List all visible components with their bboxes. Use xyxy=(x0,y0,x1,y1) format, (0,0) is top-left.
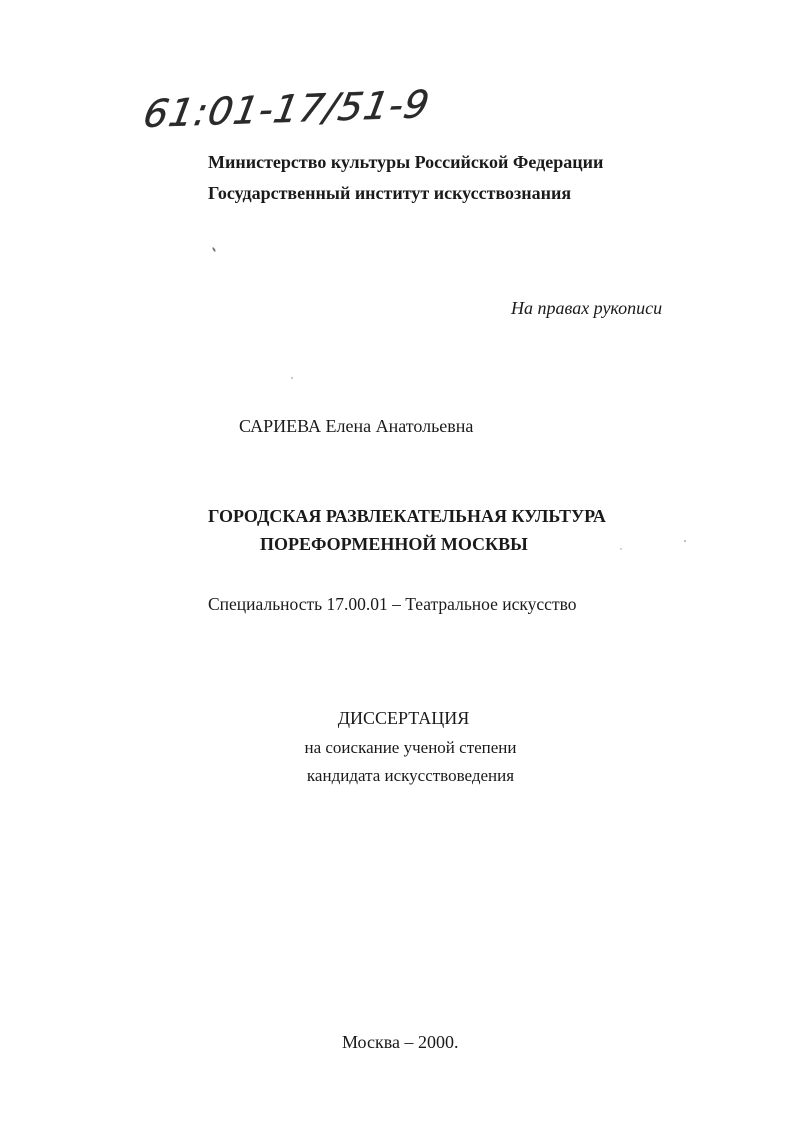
dissertation-title-line-2: ПОРЕФОРМЕННОЙ МОСКВЫ xyxy=(260,534,528,554)
dissertation-title-line-1: ГОРОДСКАЯ РАЗВЛЕКАТЕЛЬНАЯ КУЛЬТУРА xyxy=(208,506,606,526)
handwritten-archive-code: 61:01-17/51-9 xyxy=(140,82,434,136)
scan-speck xyxy=(684,540,686,542)
institute-heading: Государственный институт искусствознания xyxy=(208,183,572,203)
author-name: САРИЕВА Елена Анатольевна xyxy=(239,416,474,436)
ministry-heading: Министерство культуры Российской Федерации xyxy=(208,152,604,172)
manuscript-rights-note: На правах рукописи xyxy=(511,298,663,318)
specialty-line: Специальность 17.00.01 – Театральное искусство xyxy=(208,594,577,614)
degree-line-2: кандидата искусствоведения xyxy=(306,766,515,785)
scan-speck xyxy=(291,377,293,379)
place-and-year: Москва – 2000. xyxy=(342,1032,459,1052)
dissertation-label: ДИССЕРТАЦИЯ xyxy=(337,708,470,728)
scan-speck xyxy=(212,247,216,252)
scan-speck xyxy=(620,548,622,550)
degree-line-1: на соискание ученой степени xyxy=(304,738,517,757)
